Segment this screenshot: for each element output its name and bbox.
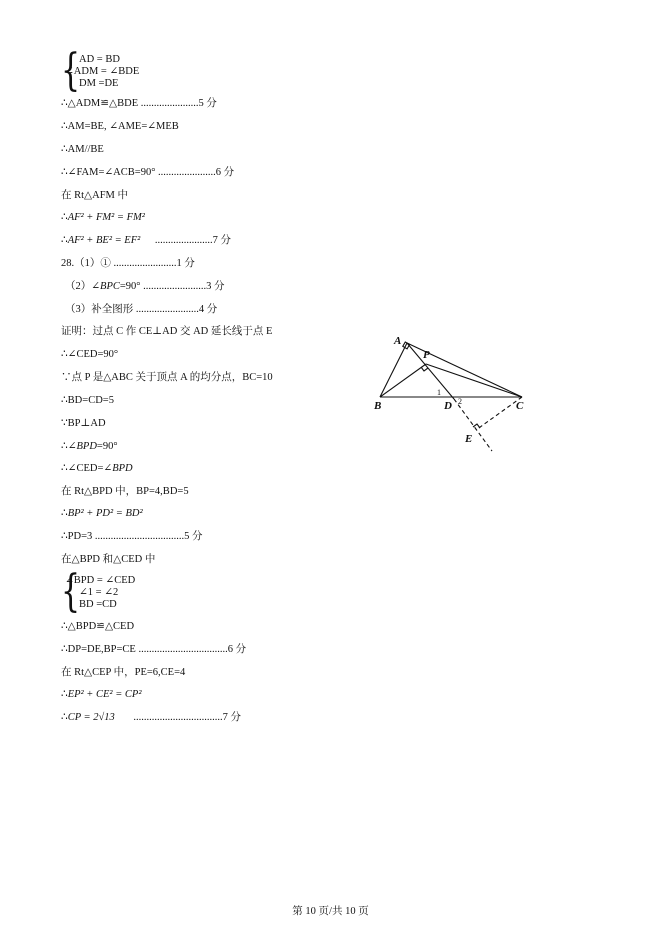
- system-line-1: ∠BPD = ∠CED: [65, 575, 136, 586]
- text-line: ∴∠CED=90°: [61, 349, 119, 360]
- text-line: ∴BD=CD=5: [61, 395, 114, 406]
- therefore-sign: ∴: [61, 212, 68, 223]
- text-line: [61, 507, 143, 520]
- segment-de-dashed: [454, 399, 492, 451]
- label-angle-1: 1: [437, 388, 441, 397]
- text-line: 在 Rt△BPD 中，BP=4,BD=5: [61, 486, 189, 497]
- text-line: 在 Rt△CEP 中，PE=6,CE=4: [61, 667, 186, 678]
- text-line: ∴AM//BE: [61, 144, 104, 155]
- text-line: ∴∠FAM=∠ACB=90° ......................6 分: [61, 167, 235, 178]
- score-mark: =90° ........................3 分: [119, 281, 225, 292]
- text-line: ∴DP=DE,BP=CE ..................................6 分: [61, 644, 247, 655]
- text-line: ∴△BPD≌△CED: [61, 621, 135, 632]
- text-line: [61, 462, 133, 475]
- label-d: D: [444, 400, 452, 412]
- text-line: ∴△ADM≌△BDE ......................5 分: [61, 98, 217, 109]
- therefore-sign: ∴: [61, 235, 68, 246]
- system-line-3: BD =CD: [79, 599, 117, 610]
- part-label: （2）: [65, 281, 92, 292]
- statement: ∴∠CED=: [61, 463, 104, 474]
- text-line: ∵BP⊥AD: [61, 418, 106, 429]
- geometry-figure: [370, 335, 540, 460]
- text-line: [61, 688, 141, 701]
- text-line: [61, 711, 241, 724]
- label-p: P: [423, 349, 430, 361]
- text-line: [61, 211, 145, 224]
- system-line-2: ∠1 = ∠2: [79, 587, 119, 598]
- label-e: E: [465, 433, 473, 445]
- page-footer: 第 10 页/共 10 页: [292, 906, 369, 917]
- equation: CP = 2√13: [67, 712, 115, 723]
- segment-bp: [380, 364, 426, 397]
- text-line: 证明：过点 C 作 CE⊥AD 交 AD 延长线于点 E: [61, 326, 273, 337]
- text-line: [61, 440, 118, 453]
- label-a: A: [394, 335, 402, 347]
- score-mark: ..................................7 分: [133, 712, 242, 723]
- therefore-sign: ∴: [61, 508, 68, 519]
- score-mark: ......................7 分: [154, 235, 232, 246]
- text-line: [61, 234, 231, 247]
- text-line: ∵点 P 是△ABC 关于顶点 A 的均分点，BC=10: [61, 372, 273, 383]
- brace-left: {: [61, 45, 81, 97]
- right-angle-mark-e: [473, 424, 480, 428]
- system-line-1: AD = BD: [79, 54, 120, 65]
- text-line: ∴PD=3 ..................................5 分: [61, 531, 203, 542]
- system-line-2: ∠ADM = ∠BDE: [65, 66, 140, 77]
- angle: ∠BPC: [91, 281, 120, 292]
- text-line: （3）补全图形 ........................4 分: [65, 304, 218, 315]
- label-angle-2: 2: [458, 397, 462, 406]
- value: =90°: [96, 441, 118, 452]
- equation: BP² + PD² = BD²: [67, 508, 143, 519]
- label-b: B: [374, 400, 382, 412]
- text-line: 在△BPD 和△CED 中: [61, 554, 156, 565]
- text-line: 28.（1）① ........................1 分: [61, 258, 195, 269]
- system-line-3: DM =DE: [79, 78, 119, 89]
- equation: AF² + BE² = EF²: [67, 235, 141, 246]
- brace-left: {: [61, 566, 81, 618]
- text-line: ∴AM=BE, ∠AME=∠MEB: [61, 121, 179, 132]
- equation: EP² + CE² = CP²: [67, 689, 142, 700]
- angle: ∠BPD: [67, 441, 97, 452]
- therefore-sign: ∴: [61, 441, 68, 452]
- label-c: C: [516, 400, 524, 412]
- segment-ab: [380, 343, 407, 397]
- therefore-sign: ∴: [61, 712, 68, 723]
- equation: AF² + FM² = FM²: [67, 212, 145, 223]
- angle: ∠BPD: [103, 463, 133, 474]
- therefore-sign: ∴: [61, 689, 68, 700]
- text-line: [65, 280, 225, 293]
- text-line: 在 Rt△AFM 中: [61, 190, 129, 201]
